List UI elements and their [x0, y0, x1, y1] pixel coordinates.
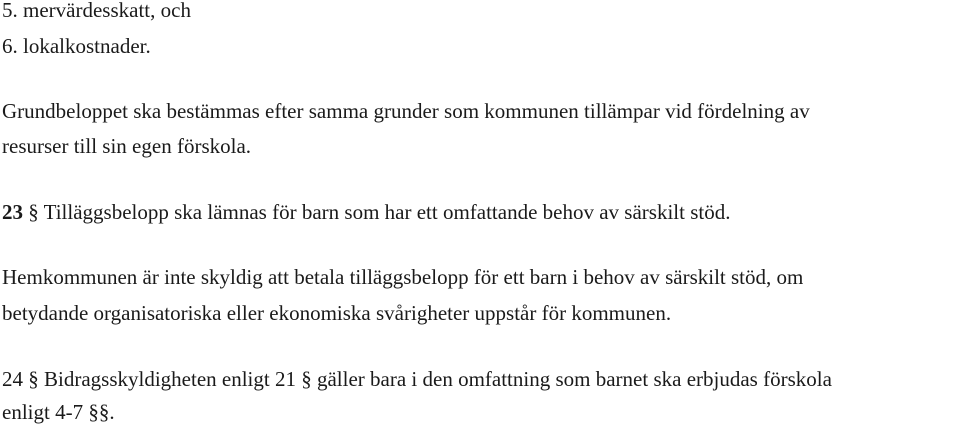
section-symbol: §: [28, 367, 39, 391]
section-24-heading: [2, 367, 832, 391]
list-item-lokalkostnader: 6. lokalkostnader.: [2, 34, 151, 58]
list-item-mervardesskatt: 5. mervärdesskatt, och: [2, 0, 191, 22]
paragraph-hemkommunen-line-1: Hemkommunen är inte skyldig att betala tilläggsbelopp för ett barn i behov av särskilt stöd, om: [2, 265, 804, 289]
section-24-number: 24: [2, 367, 23, 391]
section-symbol-double: §§: [88, 400, 110, 424]
section-23-text: Tilläggsbelopp ska lämnas för barn som har ett omfattande behov av särskilt stöd.: [43, 200, 731, 224]
section-24-line2-b: .: [109, 400, 115, 424]
paragraph-grundbelopp-line-2: resurser till sin egen förskola.: [2, 134, 252, 158]
paragraph-hemkommunen-line-2: betydande organisatoriska eller ekonomiska svårigheter uppstår för kommunen.: [2, 301, 672, 325]
paragraph-grundbelopp-line-1: Grundbeloppet ska bestämmas efter samma grunder som kommunen tillämpar vid fördelning av: [2, 99, 810, 123]
section-23-number: 23: [2, 200, 23, 224]
section-symbol: §: [301, 367, 312, 391]
section-24-line2-a: enligt 4-7: [2, 400, 84, 424]
section-24-line-2: [2, 400, 115, 424]
section-23-heading: [2, 200, 730, 224]
section-24-text-b: gäller bara i den omfattning som barnet ska erbjudas förskola: [316, 367, 832, 391]
section-24-text-a: Bidragsskyldigheten enligt 21: [44, 367, 296, 391]
section-symbol: §: [28, 200, 39, 224]
